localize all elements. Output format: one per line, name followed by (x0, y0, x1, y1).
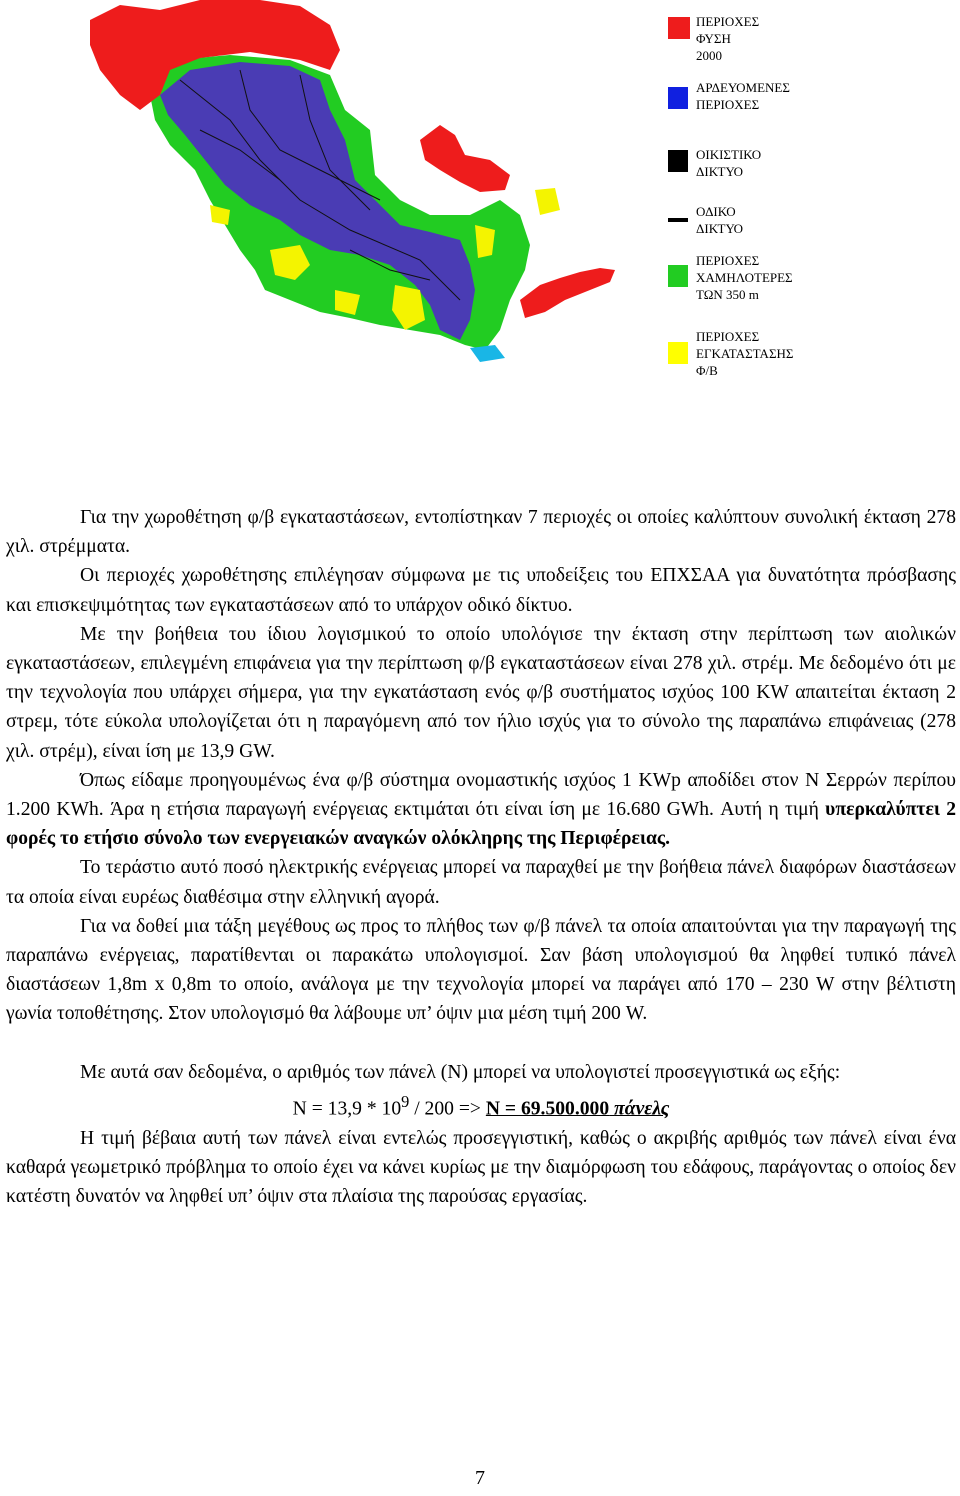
formula-unit (609, 1098, 669, 1119)
map-sea (470, 345, 505, 362)
paragraph-4-bold: υπερκαλύπτει 2 φορές το ετήσιο σύνολο των ενεργειακών αναγκών ολόκληρης της Περιφέρειας. (6, 799, 956, 850)
paragraph-1: Για την χωροθέτηση φ/β εγκαταστάσεων, εντοπίστηκαν 7 περιοχές οι οποίες καλύπτουν συνολική έκταση 278 χιλ. στρέμματα. (6, 507, 956, 558)
formula-lhs: Ν = 13,9 * 10 (292, 1098, 402, 1120)
paragraph-5: Το τεράστιο αυτό ποσό ηλεκτρικής ενέργειας μπορεί να παραχθεί με την βοήθεια πάνελ διαφόρων διαστάσεων τα οποία είναι ευρέως διαθέσιμα στην ελληνική αγορά. (6, 857, 956, 908)
legend-label-irrigated: ΑΡΔΕΥΟΜΕΝΕΣ ΠΕΡΙΟΧΕΣ (696, 80, 790, 112)
legend-label-settlements: ΟΙΚΙΣΤΙΚΟ ΔΙΚΤΥΟ (696, 147, 762, 179)
regional-map (0, 0, 960, 390)
panel-formula (6, 1087, 956, 1124)
legend-swatch-roads (668, 218, 688, 222)
map-pv-area-5 (535, 188, 560, 215)
legend-swatch-pv (668, 342, 688, 364)
legend-label-roads: ΟΔΙΚΟ ΔΙΚΤΥΟ (696, 204, 744, 236)
legend-label-pv: ΠΕΡΙΟΧΕΣ ΕΓΚΑΤΑΣΤΑΣΗΣ Φ/Β (696, 329, 794, 378)
map-pv-area-4 (475, 225, 495, 258)
legend-label-natura: ΠΕΡΙΟΧΕΣ ΦΥΣΗ 2000 (696, 14, 760, 63)
paragraph-3: Με την βοήθεια του ίδιου λογισμικού το οποίο υπολόγισε την έκταση στην περίπτωση των αιολικών εγκαταστάσεων, επιλεγμένη επιφάνεια για την περίπτωση φ/β εγκαταστάσεων είναι 278 χιλ. στρέμ. Με δεδομένο ότι με την τεχνολογία που υπάρχει σήμερα, για την εγκατάσταση ενός φ/β συστήματος ισχύος 100 KW απαιτείται έκταση 2 στρεμ, τότε εύκολα υπολογίζεται ότι η παραγόμενη από τον ήλιο ισχύς για το σύνολο της παραπάνω επιφάνειας (278 χιλ. στρέμ), είναι ίση με 13,9 GW. (6, 623, 956, 762)
paragraph-8: Η τιμή βέβαια αυτή των πάνελ είναι εντελώς προσεγγιστική, καθώς ο ακριβής αριθμός των πάνελ είναι ένα καθαρά γεωμετρικό πρόβλημα το οποίο έχει να κάνει κυρίως με την διαμόρφωση του εδάφους, παράγοντας ο οποίος δεν κατέστη δυνατόν να ληφθεί υπ’ όψιν στα πλαίσια της παρούσας εργασίας. (6, 1127, 956, 1207)
formula-result: Ν = 69.500.000 (485, 1098, 610, 1120)
paragraph-4 (6, 766, 956, 854)
legend-swatch-irrigated (668, 87, 688, 109)
map-figure (0, 0, 960, 390)
map-natura-lake (420, 125, 510, 192)
paragraph-2: Οι περιοχές χωροθέτησης επιλέγησαν σύμφωνα με τις υποδείξεις του ΕΠΧΣΑΑ για δυνατότητα πρόσβασης και επισκεψιμότητας των εγκαταστάσεων από το υπάρχον οδικό δίκτυο. (6, 565, 956, 616)
legend-swatch-settlements (668, 150, 688, 172)
page-number: 7 (475, 1467, 485, 1489)
paragraph-6: Για να δοθεί μια τάξη μεγέθους ως προς το πλήθος των φ/β πάνελ τα οποία απαιτούνται για την παραγωγή της παραπάνω ενέργειας, παρατίθενται οι παρακάτω υπολογισμοί. Σαν βάση υπολογισμού θα ληφθεί τυπικό πάνελ διαστάσεων 1,8m x 0,8m το οποίο, ανάλογα με την τεχνολογία μπορεί να παράγει από 170 – 230 W στην βέλτιστη γωνία τοποθέτησης. Στον υπολογισμό θα λάβουμε υπ’ όψιν μια μέση τιμή 200 W. (6, 915, 956, 1025)
formula-mid: / 200 => (409, 1098, 486, 1120)
document-body (6, 503, 956, 1211)
spacer (6, 1029, 956, 1058)
legend-swatch-lowland (668, 265, 688, 287)
paragraph-4-text: Όπως είδαμε προηγουμένως ένα φ/β σύστημα ονομαστικής ισχύος 1 KWp αποδίδει στον Ν Σερρών περίπου 1.200 KWh. Άρα η ετήσια παραγωγή ενέργειας εκτιμάται ότι είναι ίση με 16.680 GWh. Αυτή η τιμή (6, 769, 956, 821)
legend-swatch-natura (668, 17, 690, 39)
map-natura-coast (520, 268, 615, 318)
formula-unit-text: πάνελς (614, 1098, 670, 1120)
paragraph-7: Με αυτά σαν δεδομένα, ο αριθμός των πάνελ (Ν) μπορεί να υπολογιστεί προσεγγιστικά ως εξής: (80, 1061, 841, 1083)
legend-label-lowland: ΠΕΡΙΟΧΕΣ ΧΑΜΗΛΟΤΕΡΕΣ ΤΩΝ 350 m (696, 253, 793, 302)
formula-exponent: 9 (401, 1091, 410, 1111)
